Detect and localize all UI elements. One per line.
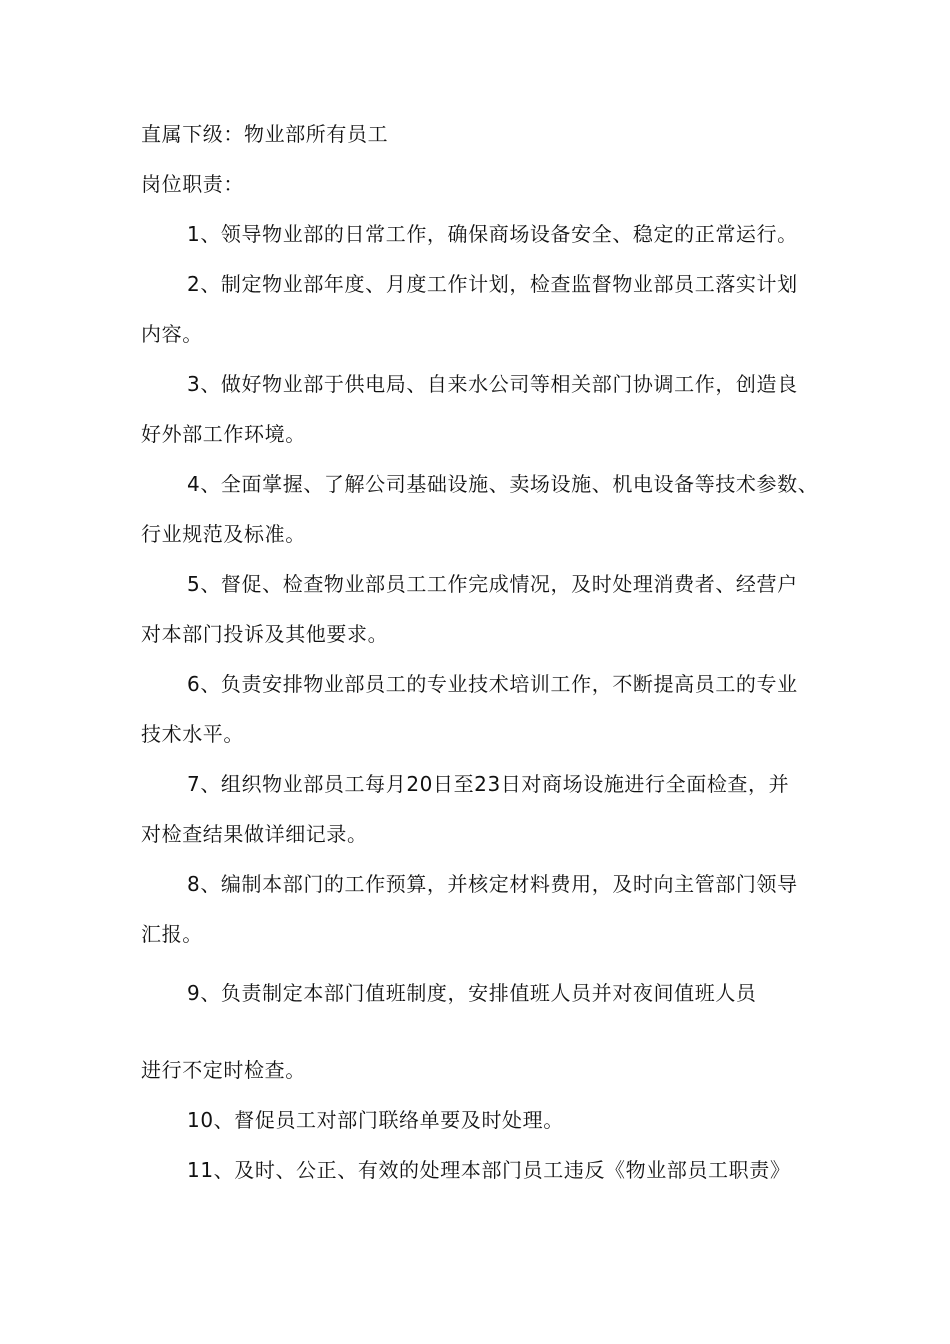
duty-item-3-continuation: 好外部工作环境。 bbox=[141, 422, 306, 446]
duty-item-4-continuation: 行业规范及标准。 bbox=[141, 522, 306, 546]
duty-item-7-continuation: 对检查结果做详细记录。 bbox=[141, 822, 368, 846]
duty-item-7: 7、组织物业部员工每月20日至23日对商场设施进行全面检查，并 bbox=[187, 772, 790, 796]
duty-item-2: 2、制定物业部年度、月度工作计划，检查监督物业部员工落实计划 bbox=[187, 272, 798, 296]
duty-item-6-continuation: 技术水平。 bbox=[141, 722, 244, 746]
duty-item-9: 9、负责制定本部门值班制度，安排值班人员并对夜间值班人员 bbox=[187, 981, 757, 1005]
duty-item-9-continuation: 进行不定时检查。 bbox=[141, 1058, 306, 1082]
duty-item-8: 8、编制本部门的工作预算，并核定材料费用，及时向主管部门领导 bbox=[187, 872, 798, 896]
duty-item-10: 10、督促员工对部门联络单要及时处理。 bbox=[187, 1108, 564, 1132]
duties-heading: 岗位职责： bbox=[141, 172, 244, 196]
duty-item-8-continuation: 汇报。 bbox=[141, 922, 203, 946]
duty-item-5-continuation: 对本部门投诉及其他要求。 bbox=[141, 622, 389, 646]
duty-item-11: 11、及时、公正、有效的处理本部门员工违反《物业部员工职责》 bbox=[187, 1158, 791, 1182]
duty-item-1: 1、领导物业部的日常工作，确保商场设备安全、稳定的正常运行。 bbox=[187, 222, 798, 246]
duty-item-5: 5、督促、检查物业部员工工作完成情况，及时处理消费者、经营户 bbox=[187, 572, 798, 596]
subordinates-line: 直属下级：物业部所有员工 bbox=[141, 122, 389, 146]
duty-item-4: 4、全面掌握、了解公司基础设施、卖场设施、机电设备等技术参数、 bbox=[187, 472, 819, 496]
duty-item-3: 3、做好物业部于供电局、自来水公司等相关部门协调工作，创造良 bbox=[187, 372, 798, 396]
duty-item-6: 6、负责安排物业部员工的专业技术培训工作，不断提高员工的专业 bbox=[187, 672, 798, 696]
duty-item-2-continuation: 内容。 bbox=[141, 322, 203, 346]
